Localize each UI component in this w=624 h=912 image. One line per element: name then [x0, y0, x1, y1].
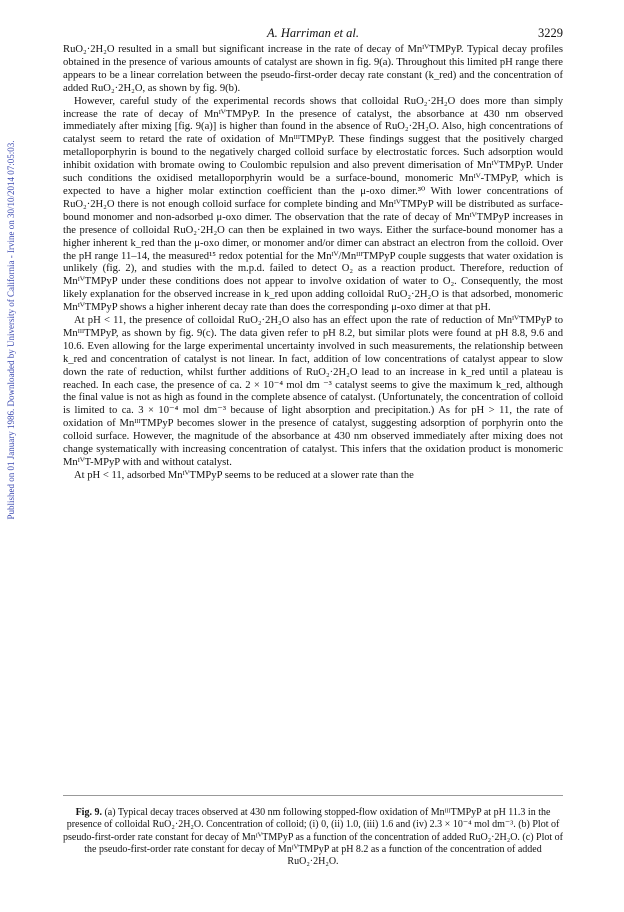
running-header-authors: A. Harriman et al.	[266, 26, 359, 40]
running-header	[63, 26, 563, 42]
download-notice-text: Published on 01 January 1986. Downloaded by University of California - Irvine on 30/10/2014 07:05:03.	[6, 140, 16, 520]
paragraph: RuO₂·2H₂O resulted in a small but significant increase in the rate of decay of MnᴵⱽTMPyP. Typical decay profiles obtained in the presence of various amounts of catalyst are shown in fig. 9(a). Throughout this limited pH range there appears to be a linear correlation between the pseudo-first-order decay rate constant (k_red) and the concentration of added RuO₂·2H₂O, as shown by fig. 9(b).	[63, 44, 563, 94]
paragraph: At pH < 11, the presence of colloidal RuO₂·2H₂O also has an effect upon the rate of reduction of MnᴵⱽTMPyP to MnᴵᴵᴵTMPyP, as shown by fig. 9(c). The data given refer to pH 8.2, but similar plots were found at pH 8.8, 9.6 and 10.6. Even allowing for the large experimental uncertainty involved in such measurements, the relationship between k_red and concentration of catalyst is not linear. In fact, addition of low concentrations of catalyst appear to slow down the rate of reduction, whilst further additions of RuO₂·2H₂O lead to an increase in k_red until a plateau is reached. In each case, the presence of ca. 2 × 10⁻⁴ mol dm ⁻³ catalyst seems to give the maximum k_red, although the final value is not as high as found in the complete absence of catalyst. (Unfortunately, the concentration of colloid is limited to ca. 3 × 10⁻⁴ mol dm⁻³ because of light absorption and precipitation.) As for pH > 11, the rate of oxidation of MnᴵᴵᴵTMPyP becomes slower in the presence of catalyst, suggesting adsorption of porphyrin onto the colloid surface. However, the magnitude of the absorbance at 430 nm observed immediately after mixing does not change systematically with increasing concentration of catalyst. This infers that the oxidation product is monomeric MnᴵⱽT-MPyP with and without catalyst.	[63, 315, 563, 468]
paragraph: At pH < 11, adsorbed MnᴵⱽTMPyP seems to be reduced at a slower rate than the	[74, 469, 414, 481]
download-notice	[0, 60, 22, 600]
body-text	[63, 44, 563, 483]
figure-caption	[63, 807, 563, 868]
figure-label: Fig. 9.	[75, 807, 102, 818]
caption-divider	[63, 795, 563, 796]
page-number: 3229	[538, 26, 563, 40]
paragraph: However, careful study of the experimental records shows that colloidal RuO₂·2H₂O does more than simply increase the rate of decay of MnᴵⱽTMPyP. In the presence of catalyst, the absorbance at 430 nm observed immediately after mixing [fig. 9(a)] is higher than found in the absence of RuO₂·2H₂O. Also, high concentrations of catalyst seem to retard the rate of oxidation of MnᴵᴵᴵTMPyP. These findings suggest that the positively charged metalloporphyrin is bound to the negatively charged colloid surface by electrostatic forces. Such adsorption would inhibit oxidation with bromate owing to Coulombic repulsion and also prevent dimerisation of MnᴵⱽTMPyP. Under such conditions the oxidised metalloporphyrin would be a surface-bound, monomeric Mnᴵⱽ-TMPyP, which is expected to have a higher molar extinction coefficient than the μ-oxo dimer.³⁰ With lower concentrations of RuO₂·2H₂O there is not enough colloid surface for complete binding and MnᴵⱽTMPyP will be distributed as surface-bound monomer and non-adsorbed μ-oxo dimer. The observation that the rate of decay of MnᴵⱽTMPyP increases in the presence of colloidal RuO₂·2H₂O can then be explained in two ways. Either the surface-bound monomer has a higher inherent k_red than the μ-oxo dimer, or monomer and/or dimer can abstract an electron from the colloid. Over the pH range 11–14, the measured¹⁵ redox potential for the Mnᴵⱽ/MnᴵᴵᴵTMPyP couple suggests that water oxidation is unlikely (fig. 2), and studies with the m.p.d. failed to detect O₂ as a reaction product. Therefore, reduction of MnᴵⱽTMPyP under these conditions does not appear to involve oxidation of water to O₂. Consequently, the most likely explanation for the observed increase in k_red upon adding colloidal RuO₂·2H₂O is that adsorbed, monomeric MnᴵⱽTMPyP shows a higher inherent decay rate than does the corresponding μ-oxo dimer at that pH.	[63, 95, 563, 314]
figure-caption-text: (a) Typical decay traces observed at 430 nm following stopped-flow oxidation of MnᴵᴵᴵTMPyP at pH 11.3 in the presence of colloidal RuO₂·2H₂O. Concentration of colloid; (i) 0, (ii) 1.0, (iii) 1.6 and (iv) 2.3 × 10⁻⁴ mol dm⁻³. (b) Plot of pseudo-first-order rate constant for decay of MnᴵⱽTMPyP as a function of the concentration of added RuO₂·2H₂O. (c) Plot of the pseudo-first-order rate constant for decay of MnᴵⱽTMPyP at pH 8.2 as a function of the concentration of added RuO₂·2H₂O.	[63, 807, 563, 868]
